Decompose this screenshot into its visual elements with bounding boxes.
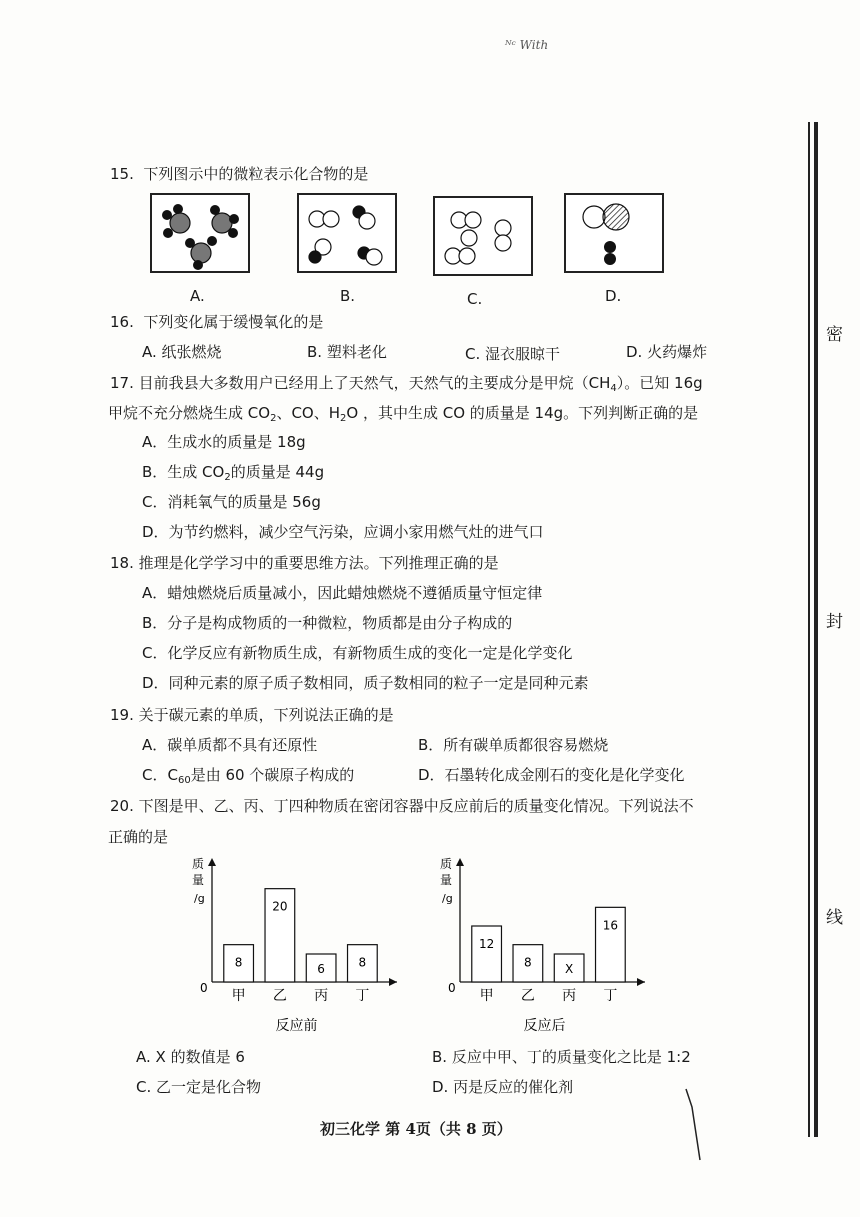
side-label-mi: 密 <box>826 325 843 345</box>
x-axis-arrow <box>389 978 397 986</box>
q15-number: 15. <box>110 165 134 183</box>
q17-optb-text-b: 的质量是 44g <box>230 463 325 481</box>
bar-value-label: 20 <box>272 899 288 914</box>
x-tick-label: 甲 <box>479 988 494 1004</box>
q19-option-a[interactable]: A．碳单质都不具有还原性 <box>142 736 318 754</box>
q17-stem-line1 <box>110 372 703 394</box>
chart-title: 反应前 <box>275 1018 318 1034</box>
q15-figure-a <box>150 193 250 273</box>
side-label-feng: 封 <box>826 612 843 632</box>
x-tick-label: 乙 <box>520 988 535 1004</box>
q15-text: 下列图示中的微粒表示化合物的是 <box>143 165 369 183</box>
bar-value-label: 8 <box>358 955 367 970</box>
molecule-diagram-c <box>435 198 531 274</box>
y-axis-arrow <box>456 858 464 866</box>
molecule-diagram-a <box>152 195 248 271</box>
origin-label: 0 <box>448 981 456 995</box>
x-tick-label: 甲 <box>231 988 246 1004</box>
q20-number: 20. <box>110 797 134 815</box>
q17-optb-sub: 2 <box>224 472 231 483</box>
q16-stem <box>110 311 323 332</box>
q20-stem-line1 <box>110 795 694 816</box>
q17-text-2a: 甲烷不充分燃烧生成 CO <box>108 404 271 422</box>
molecule-diagram-b <box>299 195 395 271</box>
x-tick-label: 丁 <box>355 988 370 1004</box>
q17-text-1a: 目前我县大多数用户已经用上了天然气，天然气的主要成分是甲烷（CH <box>138 374 611 392</box>
q18-option-d[interactable]: D．同种元素的原子质子数相同，质子数相同的粒子一定是同种元素 <box>142 674 589 692</box>
q16-text: 下列变化属于缓慢氧化的是 <box>143 313 324 331</box>
q19-option-c[interactable] <box>142 764 354 786</box>
q20-stem-line2: 正确的是 <box>108 828 169 846</box>
binding-line-outer <box>808 122 810 1137</box>
q15-option-a[interactable]: A. <box>190 287 205 305</box>
q19-option-b[interactable]: B．所有碳单质都很容易燃烧 <box>418 736 609 754</box>
q17-sub-1: 4 <box>610 383 617 394</box>
chart-before-reaction <box>190 852 415 1037</box>
q17-stem-line2 <box>108 402 698 424</box>
chart-after-reaction <box>438 852 663 1037</box>
molecule-diagram-d <box>566 195 662 271</box>
q20-text-1: 下图是甲、乙、丙、丁四种物质在密闭容器中反应前后的质量变化情况。下列说法不 <box>138 797 694 815</box>
page-footer: 初三化学 第 4页（共 8 页） <box>320 1120 512 1138</box>
q15-figure-d <box>564 193 664 273</box>
bar-value-label: 6 <box>317 962 325 976</box>
binding-line-inner <box>814 122 818 1137</box>
q17-text-1b: ）。已知 16g <box>616 374 703 392</box>
q19-optc-text-b: 是由 60 个碳原子构成的 <box>190 766 355 784</box>
q17-option-d[interactable]: D．为节约燃料，减少空气污染，应调小家用燃气灶的进气口 <box>142 523 544 541</box>
q15-option-d[interactable]: D. <box>605 287 622 305</box>
q16-option-d[interactable]: D. 火药爆炸 <box>626 343 708 361</box>
bar-value-label: X <box>565 962 574 976</box>
q17-sub-2: 2 <box>270 413 277 424</box>
q17-option-a[interactable]: A．生成水的质量是 18g <box>142 433 306 451</box>
q19-optc-sub: 60 <box>177 775 191 786</box>
q15-option-c[interactable]: C. <box>467 290 483 308</box>
q16-option-b[interactable]: B. 塑料老化 <box>307 343 387 361</box>
bar-value-label: 8 <box>234 955 243 970</box>
q19-number: 19. <box>110 706 134 724</box>
q15-figure-c <box>433 196 533 276</box>
scan-artifact-text: ᴺᶜ With <box>505 38 549 52</box>
q19-optc-text-a: C．C <box>142 766 178 784</box>
q16-number: 16. <box>110 313 134 331</box>
q17-text-2c: O ，其中生成 CO 的质量是 14g。下列判断正确的是 <box>346 404 699 422</box>
chart-title: 反应后 <box>523 1018 566 1034</box>
q20-option-a[interactable]: A. X 的数值是 6 <box>136 1048 245 1066</box>
q18-number: 18. <box>110 554 134 572</box>
q16-option-c[interactable]: C. 湿衣服晾干 <box>465 345 561 363</box>
q15-stem <box>110 163 368 184</box>
q17-number: 17. <box>110 374 134 392</box>
x-tick-label: 丙 <box>314 988 329 1004</box>
q17-optb-text-a: B．生成 CO <box>142 463 225 481</box>
side-label-xian: 线 <box>826 908 843 928</box>
origin-label: 0 <box>200 981 208 995</box>
bar-value-label: 8 <box>524 955 532 970</box>
q16-option-a[interactable]: A. 纸张燃烧 <box>142 343 222 361</box>
bar-value-label: 16 <box>602 918 619 933</box>
y-axis-label: 量 <box>440 873 453 887</box>
y-axis-label: 量 <box>192 873 205 887</box>
y-axis-label: /g <box>194 892 205 905</box>
x-axis-arrow <box>637 978 645 986</box>
y-axis-label: /g <box>442 892 453 905</box>
q15-figure-b <box>297 193 397 273</box>
y-axis-label: 质 <box>192 857 205 871</box>
q17-option-b[interactable] <box>142 461 324 483</box>
q20-option-b[interactable]: B. 反应中甲、丁的质量变化之比是 1:2 <box>432 1048 691 1066</box>
y-axis-label: 质 <box>440 857 453 871</box>
bar-value-label: 12 <box>478 937 495 951</box>
q17-sub-3: 2 <box>340 413 347 424</box>
x-tick-label: 丁 <box>603 988 618 1004</box>
q18-text: 推理是化学学习中的重要思维方法。下列推理正确的是 <box>138 554 499 572</box>
y-axis-arrow <box>208 858 216 866</box>
bar-甲 <box>472 926 502 982</box>
q17-option-c[interactable]: C．消耗氧气的质量是 56g <box>142 493 321 511</box>
q18-option-b[interactable]: B．分子是构成物质的一种微粒，物质都是由分子构成的 <box>142 614 513 632</box>
q19-stem <box>110 704 394 725</box>
q19-option-d[interactable]: D．石墨转化成金刚石的变化是化学变化 <box>418 766 685 784</box>
q18-option-c[interactable]: C．化学反应有新物质生成，有新物质生成的变化一定是化学变化 <box>142 644 573 662</box>
q20-option-c[interactable]: C. 乙一定是化合物 <box>136 1078 262 1096</box>
q18-stem <box>110 552 499 573</box>
pen-stroke-mark <box>680 1085 710 1165</box>
q18-option-a[interactable]: A．蜡烛燃烧后质量减小，因此蜡烛燃烧不遵循质量守恒定律 <box>142 584 543 602</box>
q17-text-2b: 、CO、H <box>276 404 340 422</box>
x-tick-label: 丙 <box>562 988 577 1004</box>
q19-text: 关于碳元素的单质，下列说法正确的是 <box>138 706 394 724</box>
x-tick-label: 乙 <box>272 988 287 1004</box>
q15-option-b[interactable]: B. <box>340 287 356 305</box>
q20-option-d[interactable]: D. 丙是反应的催化剂 <box>432 1078 574 1096</box>
